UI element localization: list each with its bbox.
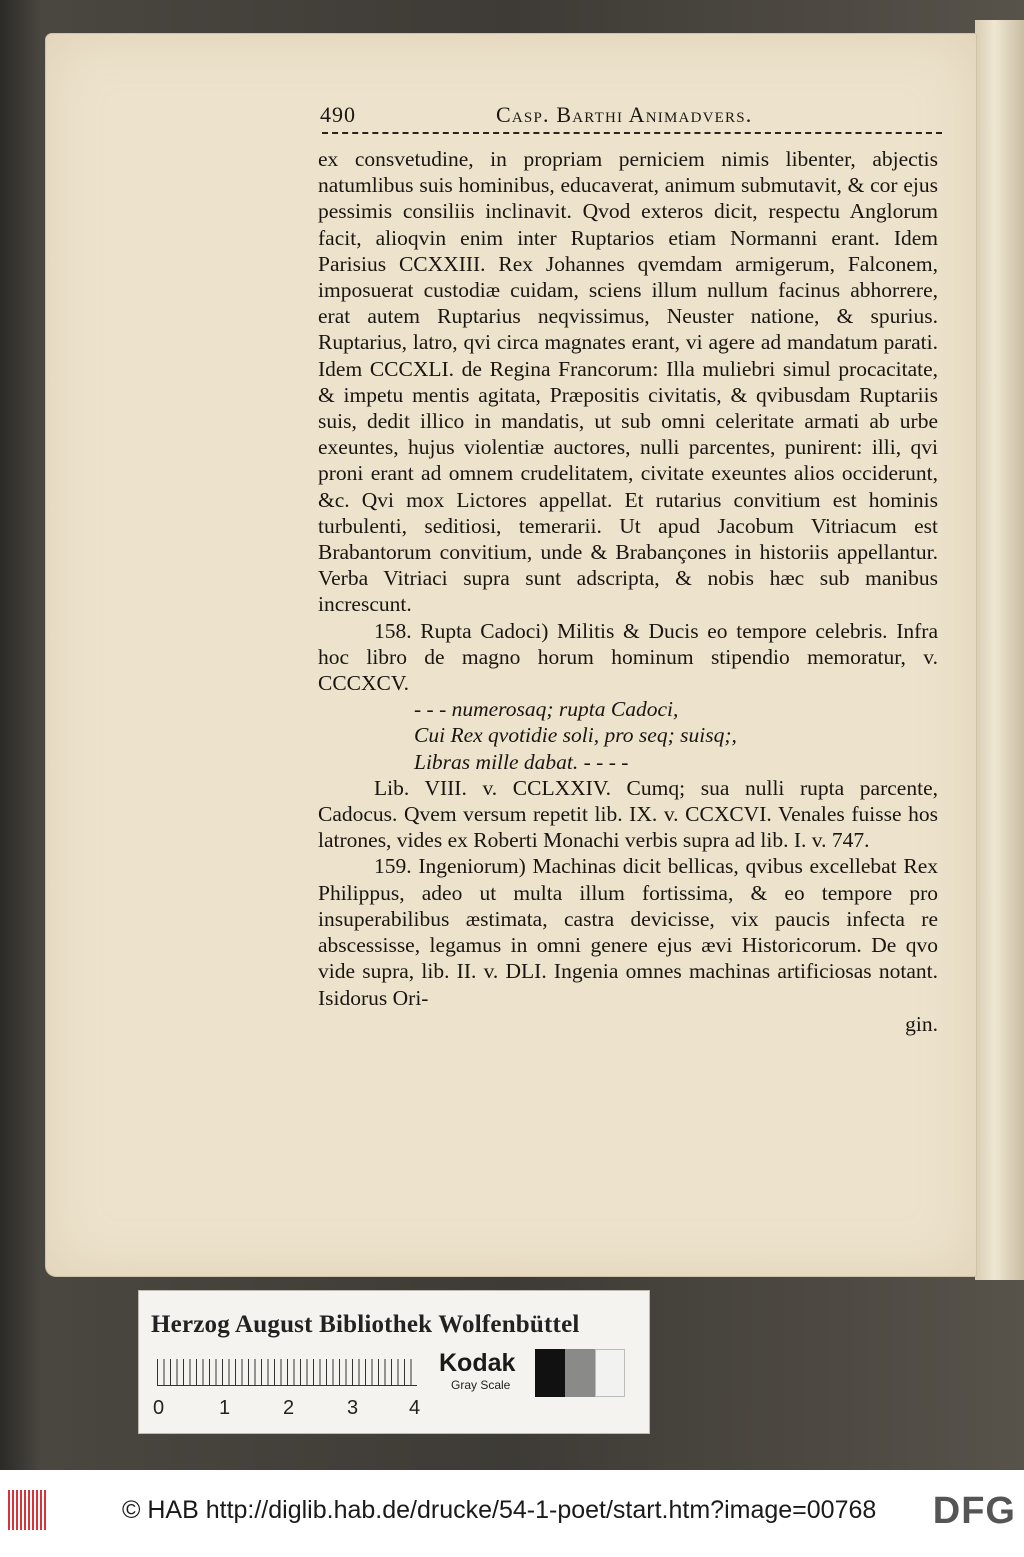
paragraph-1: ex consvetudine, in propriam perniciem nimis libenter, abjectis natumlibus suis hominibus, educaverat, animum submutavit, & cor ejus pessimis consiliis inclinavit. Qvod exteros dicit, respectu Anglorum facit, alioqvin enim inter Ruptarios etiam Normanni erant. Idem Parisius CCXXIII. Rex Johannes qvemdam armigerum, Falconem, imposuerat custodiæ cuidam, sciens illum nullum facinus abhorrere, erat autem Ruptarius neqvissimus, Neuster natione, & spurius. Ruptarius, latro, qvi circa magnates erant, vi agere ad mandatum parati. Idem CCCXLI. de Regina Francorum: Illa muliebri simul procacitate, & impetu mentis agitata, Præpositis civitatis, & qvibusdam Ruptariis suis, dedit illico in mandatis, ut sub omni celeritate armati ab urbe exeuntes, hujus violentiæ auctores, nulli parcentes, punirent: illi, qvi proni erant ad omnem crudelitatem, civitate exeuntes alios occiderunt, &c. Qvi mox Lictores appellat. Et rutarius convitium est hominis turbulenti, seditiosi, temerarii. Ut apud Jacobum Vitriacum est Brabantorum convitium, unde & Brabançones in historiis appellantur. Verba Vitriaci supra sunt adscripta, & nobis hæc sub manibus increscunt. bbox=[318, 147, 938, 617]
institution-name: Herzog August Bibliothek Wolfenbüttel bbox=[151, 1311, 580, 1338]
running-header bbox=[318, 96, 948, 136]
paragraph-159: 159. Ingeniorum) Machinas dicit bellicas, qvibus excellebat Rex Philippus, adeo ut multa illum fortissima, & eo tempore pro insuperabilibus æstimata, castra devicisse, vix paucis infecta re abscessisse, legamus in omni genere ejus ævi Historicorum. De qvo vide supra, lib. II. v. DLI. Ingenia omnes machinas artificiosas notant. Isidorus Ori- bbox=[318, 854, 938, 1010]
kodak-brand: Kodak bbox=[439, 1349, 516, 1377]
footer-bar bbox=[0, 1470, 1024, 1557]
ruler-numbers bbox=[149, 1397, 439, 1421]
verse-line-1: - - - numerosaq; rupta Cadoci, bbox=[414, 697, 679, 722]
gray-scale-label: Gray Scale bbox=[451, 1378, 511, 1392]
page-number: 490 bbox=[320, 102, 356, 127]
header-rule bbox=[322, 132, 942, 137]
running-head-title: Casp. Barthi Animadvers. bbox=[496, 102, 753, 127]
kodak-label bbox=[439, 1349, 515, 1392]
dfg-logo: DFG bbox=[932, 1490, 1016, 1532]
verse-line-2: Cui Rex qvotidie soli, pro seq; suisq;, bbox=[414, 723, 737, 748]
ruler-number: 3 bbox=[347, 1397, 359, 1419]
gray-swatch-mid bbox=[565, 1349, 595, 1397]
ruler-number: 2 bbox=[283, 1397, 295, 1419]
paragraph-lib-viii: Lib. VIII. v. CCLXXIV. Cumq; sua nulli rupta parcente, Cadocus. Qvem versum repetit lib. IX. v. CCXCVI. Venales fuisse hos latrones, vides ex Roberti Monachi verbis supra ad lib. I. v. 747. bbox=[318, 775, 938, 853]
hab-logo-icon bbox=[8, 1490, 48, 1530]
color-target-card bbox=[138, 1290, 650, 1434]
page-body bbox=[318, 146, 938, 1037]
verse-line-3: Libras mille dabat. - - - - bbox=[414, 749, 629, 774]
gray-swatch-white bbox=[595, 1349, 625, 1397]
copyright-url[interactable]: © HAB http://diglib.hab.de/drucke/54-1-poet/start.htm?image=00768 bbox=[122, 1496, 877, 1524]
catchword: gin. bbox=[905, 1011, 938, 1036]
paragraph-158: 158. Rupta Cadoci) Militis & Ducis eo tempore celebris. Infra hoc libro de magno horum hominum stipendio memoratur, v. CCCXCV. bbox=[318, 618, 938, 696]
ruler-number: 1 bbox=[219, 1397, 231, 1419]
ruler-number: 0 bbox=[153, 1397, 165, 1419]
ruler-number: 4 bbox=[409, 1397, 421, 1419]
gray-swatch-black bbox=[535, 1349, 565, 1397]
adjacent-leaf-edge bbox=[975, 20, 1024, 1280]
scale-ruler bbox=[157, 1359, 417, 1386]
